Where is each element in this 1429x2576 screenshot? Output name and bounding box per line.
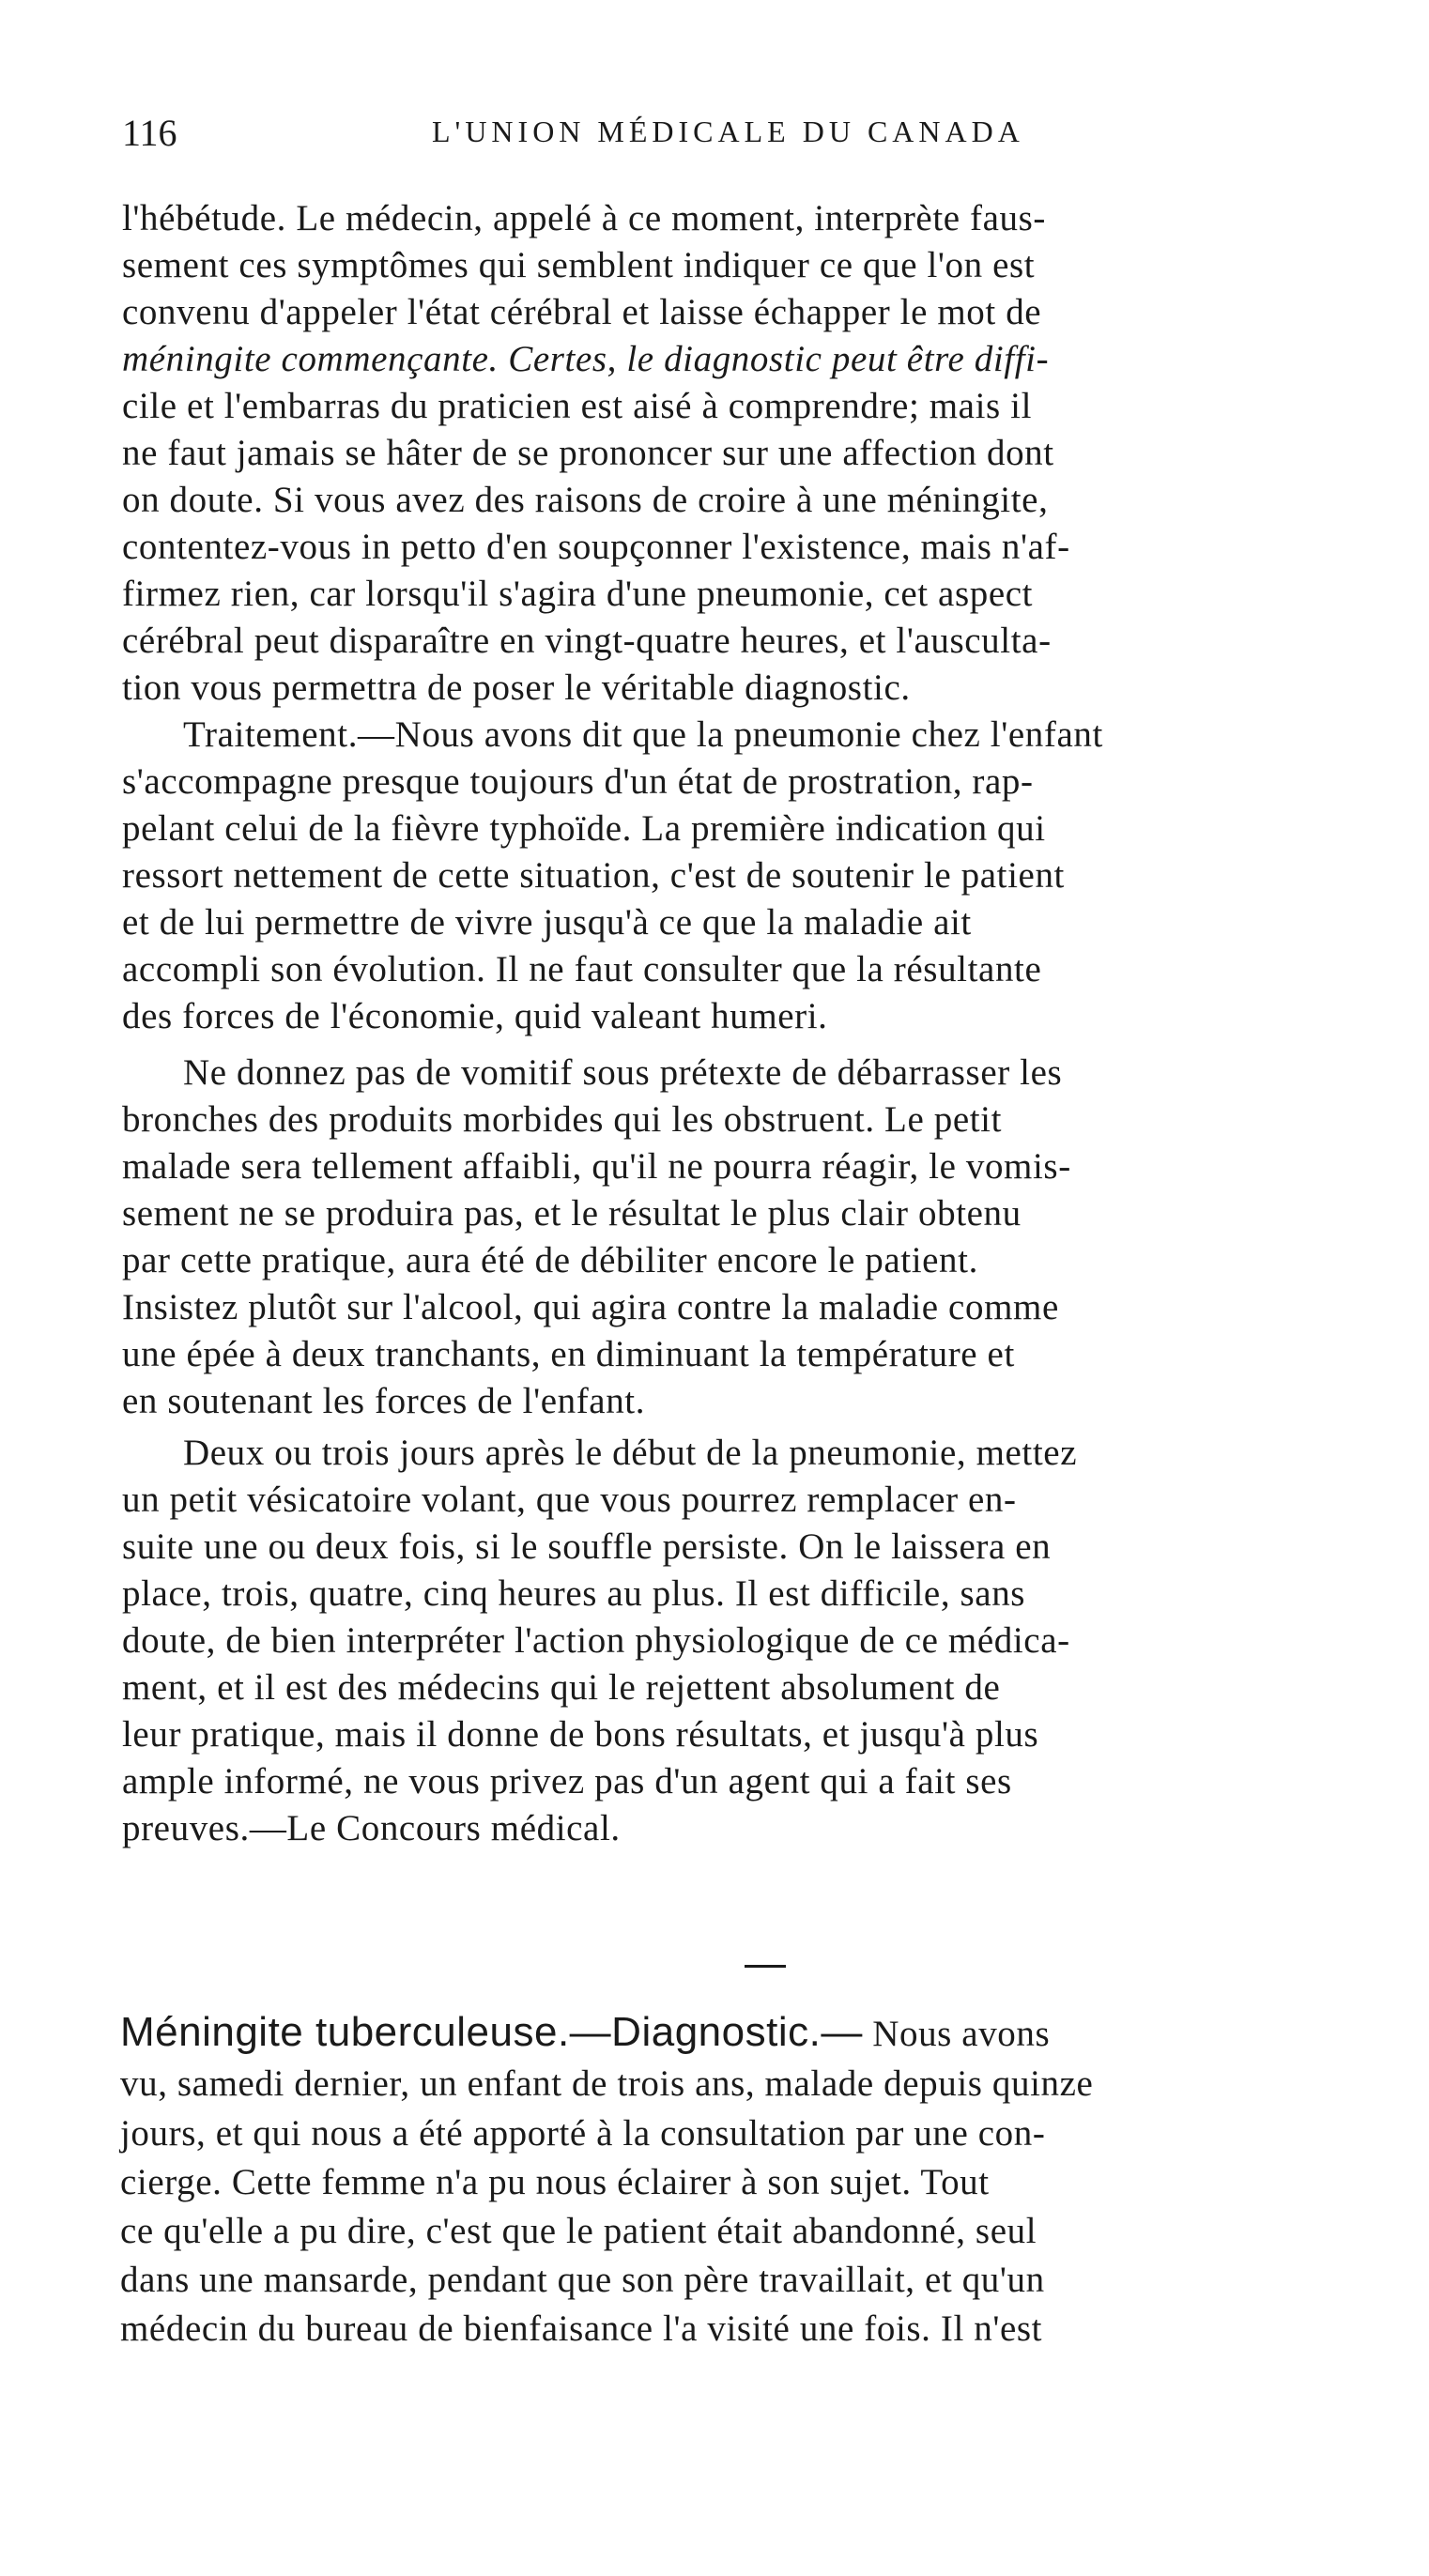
- text-line: suite une ou deux fois, si le souffle persiste. On le laissera en: [122, 1526, 1052, 1567]
- text-line: place, trois, quatre, cinq heures au plus. Il est difficile, sans: [122, 1573, 1026, 1614]
- text-line: doute, de bien interpréter l'action physiologique de ce médica-: [122, 1620, 1070, 1661]
- text-line: sement ne se produira pas, et le résultat le plus clair obtenu: [122, 1193, 1022, 1234]
- section-title-tail: Nous avons: [872, 2014, 1051, 2054]
- text-line-paragraph-start: Deux ou trois jours après le début de la pneumonie, mettez: [183, 1433, 1078, 1473]
- section-divider: [745, 1965, 786, 1968]
- text-line: jours, et qui nous a été apporté à la consultation par une con-: [120, 2113, 1046, 2154]
- text-line: malade sera tellement affaibli, qu'il ne pourra réagir, le vomis-: [122, 1146, 1071, 1187]
- text-line: tion vous permettra de poser le véritable diagnostic.: [122, 667, 911, 708]
- text-line: cile et l'embarras du praticien est aisé à comprendre; mais il: [122, 386, 1033, 426]
- text-line: leur pratique, mais il donne de bons résultats, et jusqu'à plus: [122, 1714, 1039, 1755]
- text-line-paragraph-start: Traitement.—Nous avons dit que la pneumonie chez l'enfant: [183, 714, 1103, 755]
- text-line-inner: méningite commençante. Certes, le diagnostic peut être diffi-: [122, 339, 1050, 379]
- text-line: et de lui permettre de vivre jusqu'à ce que la maladie ait: [122, 902, 972, 943]
- text-line: bronches des produits morbides qui les obstruent. Le petit: [122, 1099, 1003, 1140]
- text-line: s'accompagne presque toujours d'un état de prostration, rap-: [122, 761, 1034, 802]
- text-line: on doute. Si vous avez des raisons de croire à une méningite,: [122, 480, 1049, 520]
- text-line: vu, samedi dernier, un enfant de trois ans, malade depuis quinze: [120, 2063, 1094, 2104]
- text-line: l'hébétude. Le médecin, appelé à ce moment, interprète faus-: [122, 198, 1046, 238]
- text-line: cérébral peut disparaître en vingt-quatre heures, et l'ausculta-: [122, 621, 1052, 661]
- text-line: convenu d'appeler l'état cérébral et laisse échapper le mot de: [122, 292, 1042, 332]
- text-line: ce qu'elle a pu dire, c'est que le patient était abandonné, seul: [120, 2211, 1037, 2251]
- text-line: ne faut jamais se hâter de se prononcer sur une affection dont: [122, 433, 1054, 473]
- running-head: L'UNION MÉDICALE DU CANADA: [432, 115, 1024, 148]
- section-heading-line: [120, 2009, 1360, 2056]
- text-line: par cette pratique, aura été de débiliter encore le patient.: [122, 1240, 978, 1280]
- text-line: dans une mansarde, pendant que son père travaillait, et qu'un: [120, 2260, 1045, 2300]
- text-line: ample informé, ne vous privez pas d'un agent qui a fait ses: [122, 1761, 1012, 1802]
- page-header: [122, 111, 1239, 158]
- text-line: une épée à deux tranchants, en diminuant la température et: [122, 1334, 1015, 1374]
- text-line: pelant celui de la fièvre typhoïde. La première indication qui: [122, 808, 1046, 849]
- text-line: un petit vésicatoire volant, que vous pourrez remplacer en-: [122, 1480, 1017, 1520]
- text-line: sement ces symptômes qui semblent indiquer ce que l'on est: [122, 245, 1036, 285]
- text-line: en soutenant les forces de l'enfant.: [122, 1381, 646, 1421]
- page-number: 116: [122, 112, 177, 154]
- text-line: preuves.—Le Concours médical.: [122, 1808, 621, 1848]
- text-line: firmez rien, car lorsqu'il s'agira d'une pneumonie, cet aspect: [122, 574, 1034, 614]
- text-line: des forces de l'économie, quid valeant humeri.: [122, 996, 828, 1036]
- section-title: Méningite tuberculeuse.—Diagnostic.—: [120, 2009, 863, 2055]
- text-line: ment, et il est des médecins qui le rejettent absolument de: [122, 1667, 1001, 1708]
- text-line-paragraph-start: Ne donnez pas de vomitif sous prétexte de débarrasser les: [183, 1052, 1063, 1093]
- text-line: médecin du bureau de bienfaisance l'a visité une fois. Il n'est: [120, 2308, 1043, 2349]
- text-line: ressort nettement de cette situation, c'est de soutenir le patient: [122, 855, 1065, 896]
- text-line: cierge. Cette femme n'a pu nous éclairer à son sujet. Tout: [120, 2162, 990, 2202]
- text-line: Insistez plutôt sur l'alcool, qui agira contre la maladie comme: [122, 1287, 1059, 1327]
- text-line: accompli son évolution. Il ne faut consulter que la résultante: [122, 949, 1042, 989]
- text-line: contentez-vous in petto d'en soupçonner l'existence, mais n'af-: [122, 527, 1070, 567]
- text-line-italic: [122, 338, 1343, 381]
